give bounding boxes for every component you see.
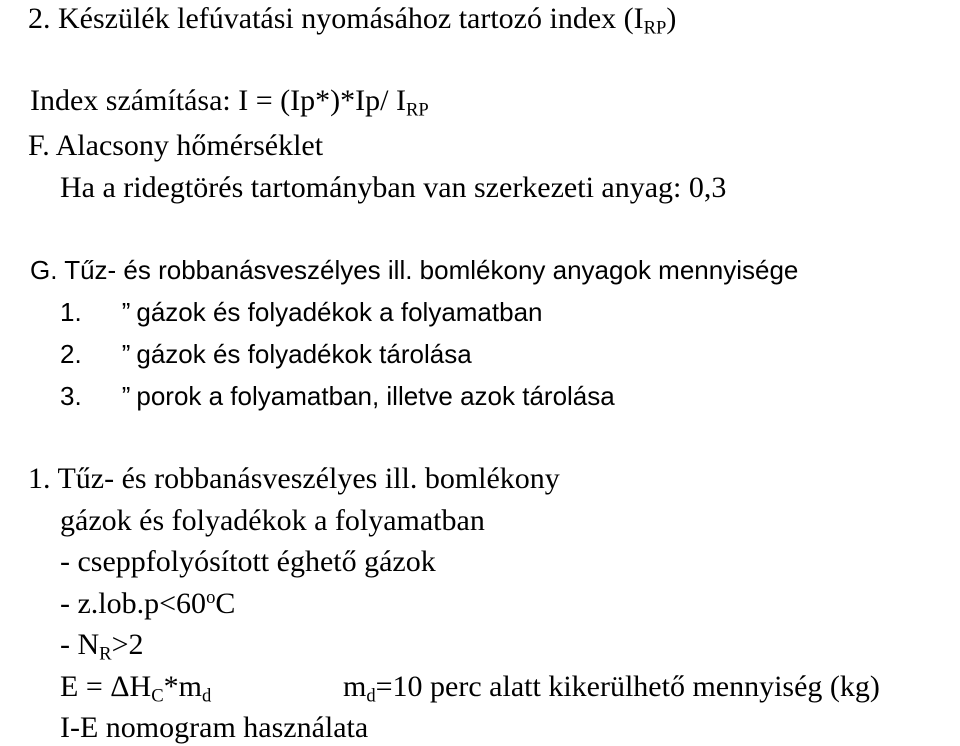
list-item: 1. ” gázok és folyadékok a folyamatban bbox=[60, 297, 543, 327]
section-g-title: G. Tűz- és robbanásveszélyes ill. bomlékony anyagok mennyisége bbox=[30, 255, 799, 285]
section-f-rule: Ha a ridegtörés tartományban van szerkezeti anyag: 0,3 bbox=[60, 171, 727, 204]
index-calculation: Index számítása: I = (Ip*)*Ip/ $I_{RP}$ bbox=[30, 84, 429, 121]
list-item: 3. ” porok a folyamatban, illetve azok tárolása bbox=[60, 381, 615, 411]
heading: 2. Készülék lefúvatási nyomásához tartozó index $(I_{RP})$ bbox=[28, 2, 677, 39]
detail-subtitle: gázok és folyadékok a folyamatban bbox=[60, 504, 485, 537]
md-definition: $m_d=10$ perc alatt kikerülhető mennyiség (kg) bbox=[343, 670, 880, 707]
nomogram-note: I-E nomogram használata bbox=[60, 711, 369, 744]
section-f-title: F. Alacsony hőmérséklet bbox=[28, 129, 324, 162]
detail-item-nr: - $N_R>2$ bbox=[60, 628, 144, 665]
energy-formula: $E = \Delta H_C*m_d$ bbox=[60, 670, 212, 707]
detail-item-lpg: - cseppfolyósított éghető gázok bbox=[60, 545, 436, 578]
detail-title: 1. Tűz- és robbanásveszélyes ill. bomlékony bbox=[28, 462, 560, 495]
detail-item-flashpoint: - $z.lob.p<60^oC$ bbox=[60, 586, 236, 620]
list-item: 2. ” gázok és folyadékok tárolása bbox=[60, 339, 472, 369]
